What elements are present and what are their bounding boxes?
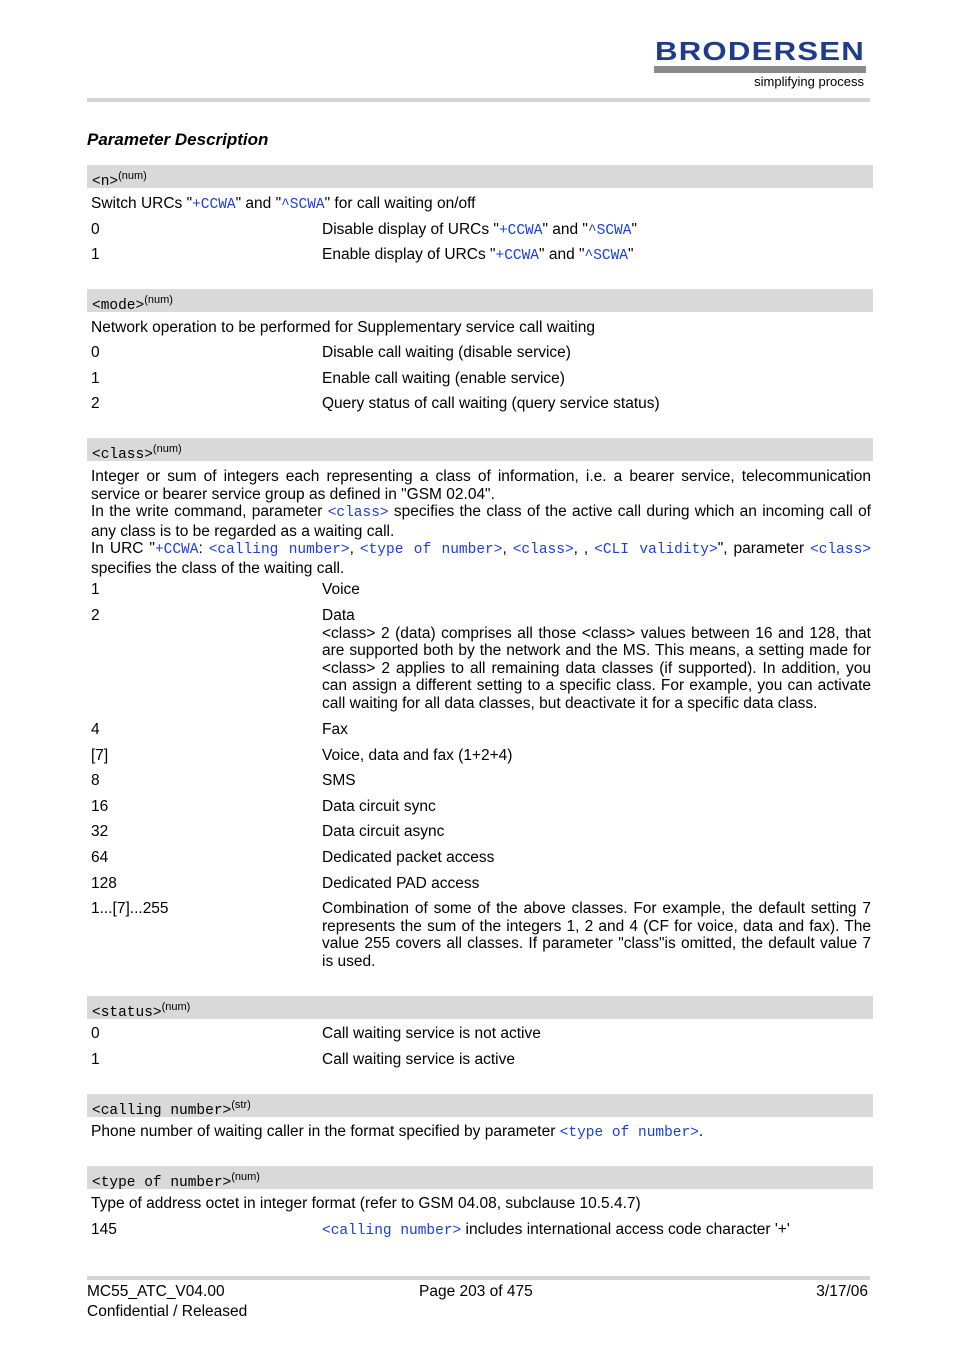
cli-validity-link[interactable]: <CLI validity> [594, 542, 718, 559]
value-label: 4 [91, 721, 100, 738]
class-link[interactable]: <class> [810, 542, 871, 559]
value-description: Enable call waiting (enable service) [322, 370, 565, 387]
value-description: Query status of call waiting (query service status) [322, 395, 660, 412]
value-label: 64 [91, 849, 109, 866]
param-name: <class>$^{(num)}$ [92, 443, 182, 463]
value-label: 2 [91, 395, 100, 412]
param-name: <type of number>$^{(num)}$ [92, 1171, 260, 1191]
value-label: 128 [91, 875, 117, 892]
value-label: 0 [91, 1025, 100, 1042]
logo-underbar [654, 66, 866, 73]
value-description: Combination of some of the above classes. For example, the default setting 7 represents the sum of the integers 1, 2 and 4 (CF for voice, data and fax). The value 255 covers all classes. If parameter "class"is omitted, the default value 7 is used. [322, 900, 871, 970]
logo-wordmark: BRODERSEN [655, 38, 865, 66]
scwa-link[interactable]: ^SCWA [584, 248, 629, 264]
param-header-status [87, 996, 873, 1019]
value-label: 0 [91, 221, 100, 238]
param-name: <calling number>$^{(str)}$ [92, 1099, 251, 1119]
header-rule [87, 98, 870, 102]
value-description: Dedicated PAD access [322, 875, 480, 892]
value-label: 145 [91, 1221, 117, 1238]
brodersen-logo-mark [654, 38, 866, 74]
value-description: Call waiting service is not active [322, 1025, 541, 1042]
scwa-link[interactable]: ^SCWA [281, 197, 325, 213]
value-label: 1 [91, 370, 100, 387]
param-header-type-of-number [87, 1166, 873, 1189]
calling-number-link[interactable]: <calling number> [208, 542, 350, 559]
calling-number-link[interactable]: <calling number> [322, 1223, 462, 1239]
class-link[interactable]: <class> [512, 542, 574, 559]
footer-doc-id: MC55_ATC_V04.00 [87, 1283, 225, 1300]
ccwa-link[interactable]: +CCWA [495, 248, 540, 264]
type-of-number-link[interactable]: <type of number> [359, 542, 503, 559]
value-description: Enable display of URCs "+CCWA" and "^SCWA" [322, 246, 634, 264]
value-label: [7] [91, 747, 109, 764]
param-type-of-number-intro: Type of address octet in integer format (refer to GSM 04.08, subclause 10.5.4.7) [91, 1195, 641, 1212]
value-label: 1...[7]...255 [91, 900, 169, 917]
value-description: Data circuit sync [322, 798, 436, 815]
value-description: Fax [322, 721, 348, 738]
section-title: Parameter Description [87, 130, 269, 149]
param-name: <mode>$^{(num)}$ [92, 294, 173, 314]
class-link[interactable]: <class> [327, 505, 389, 522]
value-description: Voice, data and fax (1+2+4) [322, 747, 513, 764]
value-description: Disable call waiting (disable service) [322, 344, 571, 361]
param-mode-intro: Network operation to be performed for Supplementary service call waiting [91, 319, 595, 336]
value-description: Data circuit async [322, 823, 445, 840]
value-label: 2 [91, 607, 100, 624]
value-description: Dedicated packet access [322, 849, 495, 866]
value-label: 32 [91, 823, 109, 840]
param-header-calling-number [87, 1094, 873, 1117]
value-label: 1 [91, 246, 100, 263]
value-description: Voice [322, 581, 360, 598]
param-calling-number-intro: Phone number of waiting caller in the format specified by parameter <type of number>. [91, 1123, 704, 1141]
value-label: 1 [91, 581, 100, 598]
footer-page-number: Page 203 of 475 [419, 1283, 533, 1300]
param-header-class [87, 438, 873, 461]
value-label: 16 [91, 798, 109, 815]
ccwa-link[interactable]: +CCWA [498, 223, 543, 239]
value-description: Disable display of URCs "+CCWA" and "^SCWA" [322, 221, 637, 239]
value-description: <calling number> includes international access code character '+' [322, 1221, 790, 1239]
value-label: 0 [91, 344, 100, 361]
footer-rule [87, 1276, 870, 1280]
param-name: <status>$^{(num)}$ [92, 1001, 191, 1021]
value-label: 1 [91, 1051, 100, 1068]
param-class-intro: Integer or sum of integers each representing a class of information, i.e. a bearer service, telecommunication service or bearer service group as defined in "GSM 02.04". In the write command, parameter <class> specifies the class of the active call during which an incoming call of any class is to be regarded as a waiting call. In URC "+CCWA: <calling number>, <type of number>, <class>, , <CLI validity>", parameter <class> specifies the class of the waiting call. [91, 468, 871, 577]
value-label: 8 [91, 772, 100, 789]
param-name: <n>$^{(num)}$ [92, 170, 147, 190]
value-description: Data <class> 2 (data) comprises all those <class> values between 16 and 128, that are supported both by the network and the MS. This means, a setting made for <class> 2 applies to all remaining data classes (if supported). In addition, you can assign a different setting to a specific class. For example, you can activate call waiting for all data classes, but deactivate it for a specific data class. [322, 607, 871, 712]
value-description: SMS [322, 772, 356, 789]
param-n-intro: Switch URCs "+CCWA" and "^SCWA" for call waiting on/off [91, 195, 476, 213]
type-of-number-link[interactable]: <type of number> [559, 1125, 699, 1141]
param-header-mode [87, 289, 873, 312]
brodersen-logo [654, 38, 868, 93]
ccwa-link[interactable]: +CCWA [192, 197, 236, 213]
value-description: Call waiting service is active [322, 1051, 515, 1068]
param-header-n [87, 165, 873, 188]
logo-tagline: simplifying process [754, 74, 864, 89]
scwa-link[interactable]: ^SCWA [587, 223, 632, 239]
ccwa-link[interactable]: +CCWA [154, 542, 199, 559]
footer-date: 3/17/06 [816, 1283, 868, 1300]
footer-confidentiality: Confidential / Released [87, 1303, 248, 1320]
